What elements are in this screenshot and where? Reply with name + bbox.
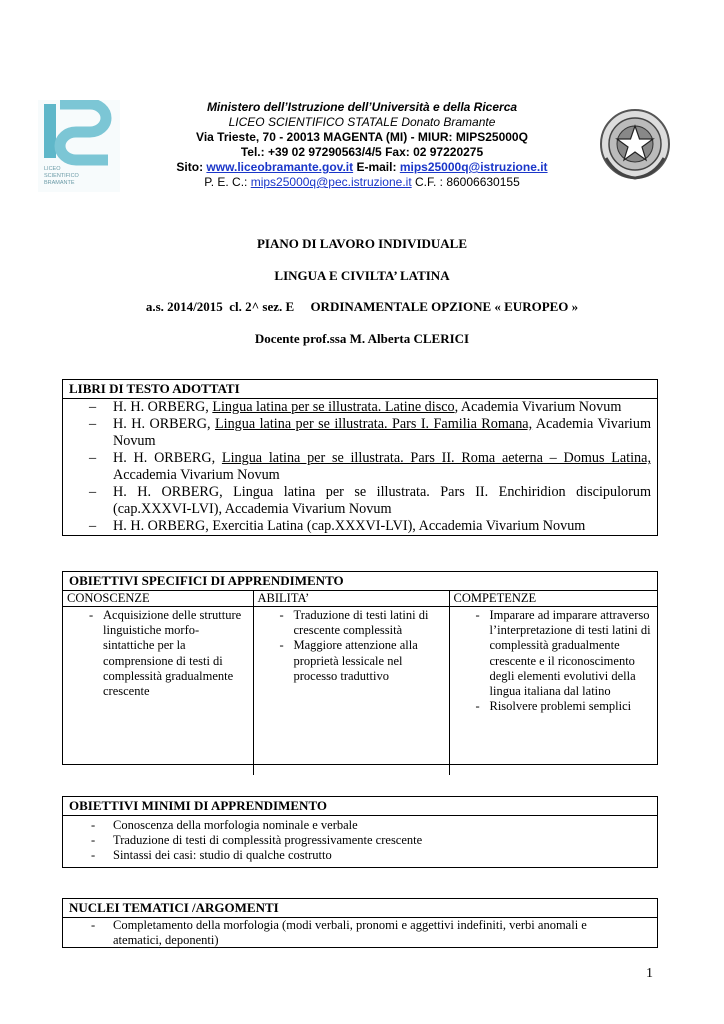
website-link[interactable]: www.liceobramante.gov.it <box>206 160 354 174</box>
list-item: - Conoscenza della morfologia nominale e verbale <box>63 818 657 833</box>
col-competenze: COMPETENZE <box>449 591 657 607</box>
school-name: LICEO SCIENTIFICO STATALE Donato Bramante <box>228 115 496 129</box>
list-item: – H. H. ORBERG, Lingua latina per se illustrata. Pars II. Roma aeterna – Domus Latina, Accademia Vivarium Novum <box>63 450 657 484</box>
list-item: - Completamento della morfologia (modi verbali, pronomi e aggettivi indefiniti, verbi anomali e atematici, deponenti) <box>63 918 637 948</box>
list-item: – H. H. ORBERG, Lingua latina per se illustrata. Latine disco, Academia Vivarium Novum <box>63 399 657 416</box>
italian-republic-emblem <box>598 106 672 182</box>
textbooks-list <box>63 399 657 535</box>
minimum-objectives-list <box>63 816 657 863</box>
pec-line: P. E. C.: mips25000q@pec.istruzione.it C.F. : 86006630155 <box>204 175 520 189</box>
doc-title: PIANO DI LAVORO INDIVIDUALE <box>256 236 468 251</box>
list-item: - Imparare ad imparare attraverso l’interpretazione di testi latini di complessità gradualmente crescente e il riconoscimento degli elementi evolutivi della lingua italiana dal latino <box>452 608 656 699</box>
textbooks-heading: LIBRI DI TESTO ADOTTATI <box>63 380 657 399</box>
list-item: - Traduzione di testi latini di crescente complessità <box>256 608 447 638</box>
abilita-cell <box>253 607 449 775</box>
objectives-table <box>63 591 657 775</box>
class-line: a.s. 2014/2015 cl. 2^ sez. E ORDINAMENTALE OPZIONE « EUROPEO » <box>145 299 579 314</box>
address-line: Via Trieste, 70 - 20013 MAGENTA (MI) - MIUR: MIPS25000Q <box>196 130 528 144</box>
teacher-line: Docente prof.ssa M. Alberta CLERICI <box>254 331 470 346</box>
specific-objectives-section <box>62 571 658 765</box>
ministry-line: Ministero dell’Istruzione dell’Università e della Ricerca <box>206 100 518 114</box>
col-conoscenze: CONOSCENZE <box>63 591 253 607</box>
phone-line: Tel.: +39 02 97290563/4/5 Fax: 02 97220275 <box>240 145 484 159</box>
list-item: – H. H. ORBERG, Lingua latina per se illustrata. Pars I. Familia Romana, Academia Vivarium Novum <box>63 416 657 450</box>
school-header <box>140 100 584 190</box>
thematic-nuclei-list <box>63 918 657 948</box>
thematic-nuclei-section <box>62 898 658 948</box>
svg-text:BRAMANTE: BRAMANTE <box>44 180 75 186</box>
pec-link[interactable]: mips25000q@pec.istruzione.it <box>250 175 412 189</box>
list-item: - Sintassi dei casi: studio di qualche costrutto <box>63 848 657 863</box>
svg-text:LICEO: LICEO <box>44 166 61 172</box>
list-item: – H. H. ORBERG, Lingua latina per se illustrata. Pars II. Enchiridion discipulorum (cap.XXXVI-LVI), Accademia Vivarium Novum <box>63 484 657 518</box>
liceo-bramante-logo <box>38 100 120 192</box>
thematic-nuclei-heading: NUCLEI TEMATICI /ARGOMENTI <box>63 899 657 918</box>
list-item: - Traduzione di testi di complessità progressivamente crescente <box>63 833 657 848</box>
minimum-objectives-section <box>62 796 658 868</box>
list-item: - Risolvere problemi semplici <box>452 699 656 714</box>
conoscenze-cell <box>63 607 253 775</box>
website-email-line: Sito: www.liceobramante.gov.it E-mail: mips25000q@istruzione.it <box>176 160 548 174</box>
specific-objectives-heading: OBIETTIVI SPECIFICI DI APPRENDIMENTO <box>63 572 657 591</box>
email-link[interactable]: mips25000q@istruzione.it <box>399 160 548 174</box>
competenze-cell <box>449 607 657 775</box>
list-item: - Acquisizione delle strutture linguistiche morfo-sintattiche per la comprensione di testi di complessità gradualmente crescente <box>65 608 251 699</box>
subject-title: LINGUA E CIVILTA’ LATINA <box>274 268 450 283</box>
svg-text:SCIENTIFICO: SCIENTIFICO <box>44 173 79 179</box>
page-number: 1 <box>646 966 653 981</box>
list-item: - Maggiore attenzione alla proprietà lessicale nel processo traduttivo <box>256 638 447 684</box>
col-abilita: ABILITA’ <box>253 591 449 607</box>
list-item: – H. H. ORBERG, Exercitia Latina (cap.XXXVI-LVI), Accademia Vivarium Novum <box>63 518 657 535</box>
textbooks-section <box>62 379 658 536</box>
minimum-objectives-heading: OBIETTIVI MINIMI DI APPRENDIMENTO <box>63 797 657 816</box>
